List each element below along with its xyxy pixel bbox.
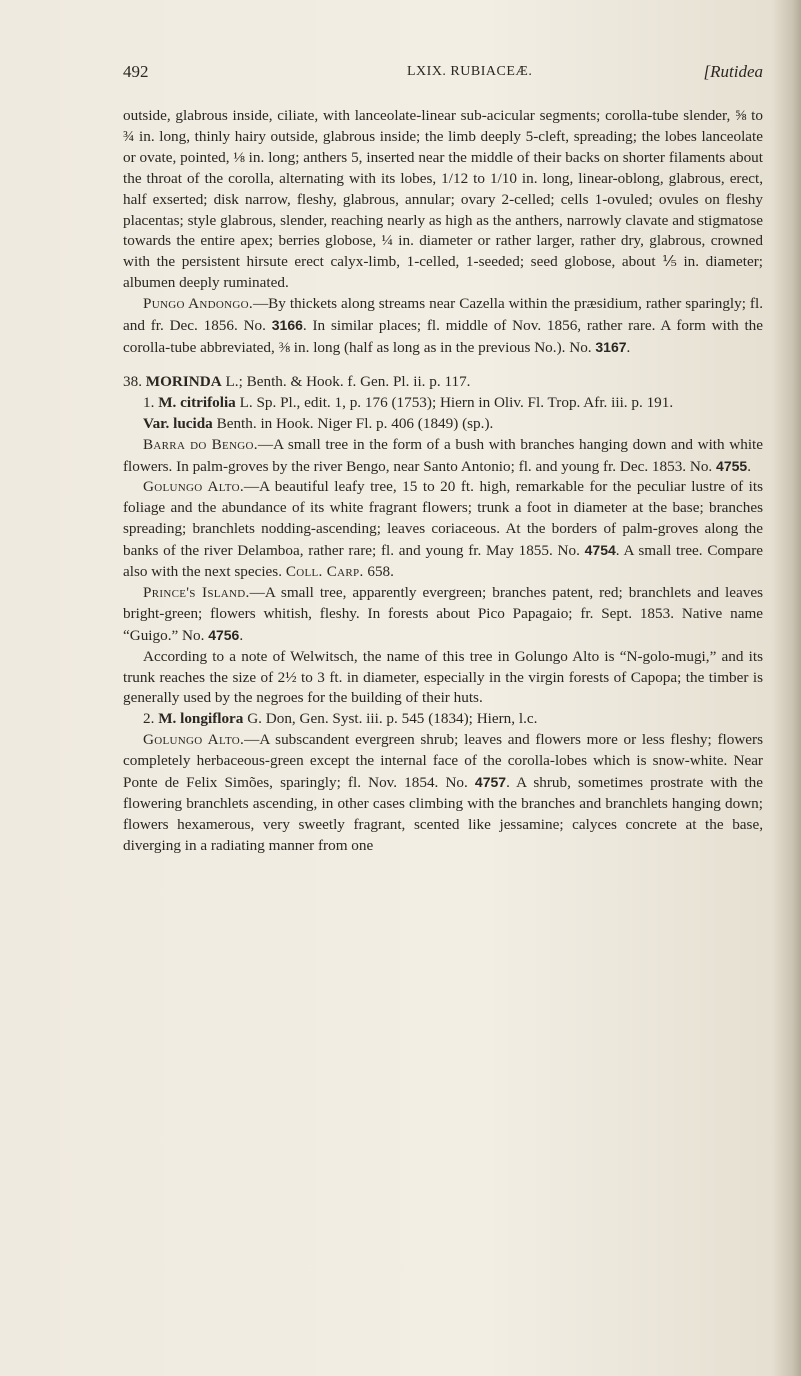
page-number: 492 xyxy=(123,62,149,81)
species-number: 2. xyxy=(143,710,155,728)
genus-number: 38. xyxy=(123,372,142,390)
specimen-number: 4756 xyxy=(208,626,240,643)
genus-name: MORINDA xyxy=(145,372,222,390)
description-continued: outside, glabrous inside, ciliate, with lanceolate-linear sub-acicular segments; corolla-tube slender, ⅝ to ¾ in. long, thinly hairy outside, glabrous inside; the limb deeply 5-cleft, spreading; the lobes lanceolate or ovate, pointed, ⅛ in. long; anthers 5, inserted near the middle of their backs on shorter filaments about the throat of the corolla, alternating with its lobes, 1/12 to 1/10 in. long, linear-oblong, glabrous, erect, half exserted; disk narrow, fleshy, glabrous, annular; ovary 2-celled; cells 1-ovuled; ovules on fleshy placentas; style glabrous, slender, reaching nearly as high as the anthers, narrowly clavate and stigmatose towards the entire apex; berries globose, ¼ in. diameter or rather larger, rather dry, glabrous, crowned with the persistent hirsute erect calyx-limb, 1-celled, 1-seeded; seed globose, about ⅕ in. diameter; albumen deeply ruminated. xyxy=(123,107,763,292)
species-citation: G. Don, Gen. Syst. iii. p. 545 (1834); Hiern, l.c. xyxy=(243,710,538,728)
collection-ref: Coll. Carp. xyxy=(285,563,364,581)
locality-text: —A beautiful leafy tree, 15 to 20 ft. high, remarkable for the peculiar lustre of its foliage and the abundance of its white fragrant flowers; trunk a foot in diameter at the base; branches spreading; branchlets nodding-ascending; leaves coriaceous. At the borders of palm-groves along the banks of the river Delamboa, rather rare; fl. and young fr. May 1855. No. xyxy=(123,478,764,560)
locality-text: —A subscandent evergreen shrub; leaves and flowers more or less fleshy; flowers completely herbaceous-green except the internal face of the corolla-lobes which is snow-white. Near Ponte de Felix Simões, sparingly; fl. Nov. 1854. No. xyxy=(123,731,764,792)
species-heading-longiflora xyxy=(123,709,763,730)
genus-heading xyxy=(123,372,763,393)
variety-citation: Benth. in Hook. Niger Fl. p. 406 (1849) (sp.). xyxy=(212,414,494,432)
locality-name: Prince's Island. xyxy=(143,583,250,601)
page-body xyxy=(123,106,763,857)
locality-name: Pungo Andongo. xyxy=(143,295,253,313)
locality-golungo-alto-2 xyxy=(123,730,763,856)
species-name: M. longiflora xyxy=(158,710,244,728)
section-tag: [Rutidea xyxy=(703,62,763,81)
locality-text: . A shrub, sometimes prostrate with the flowering branchlets ascending, in other cases climbing with the branches and branchlets hanging down; flowers hexamerous, very sweetly fragrant, scented like jessamine; calyces concrete at the base, diverging in a radiating manner from one xyxy=(123,774,763,854)
locality-text: 658. xyxy=(363,563,394,581)
page-header xyxy=(123,62,763,86)
locality-name: Barra do Bengo. xyxy=(143,435,258,453)
genus-citation: L.; Benth. & Hook. f. Gen. Pl. ii. p. 117. xyxy=(221,372,471,390)
species-citation: L. Sp. Pl., edit. 1, p. 176 (1753); Hiern in Oliv. Fl. Trop. Afr. iii. p. 191. xyxy=(235,393,674,411)
specimen-number: 4757 xyxy=(474,774,507,791)
specimen-number: 3166 xyxy=(271,317,303,334)
specimen-number: 4754 xyxy=(584,542,616,559)
specimen-number: 4755 xyxy=(716,457,748,474)
species-name: M. citrifolia xyxy=(158,393,236,411)
running-head: LXIX. RUBIACEÆ. xyxy=(407,64,533,79)
locality-pungo-andongo: Pungo Andongo.—By thickets along streams near Cazella within the præsidium, rather sparingly; fl. and fr. Dec. 1856. No. 3166. In similar places; fl. middle of Nov. 1856, rather rare. A form with the corolla-tube abbreviated, ⅜ in. long (half as long as in the previous No.). No. 3167. xyxy=(123,295,764,356)
locality-name: Golungo Alto. xyxy=(143,731,245,749)
locality-name: Golungo Alto. xyxy=(143,478,244,496)
variety-name: Var. lucida xyxy=(143,414,213,432)
species-number: 1. xyxy=(143,393,155,411)
specimen-number: 3167 xyxy=(595,338,627,355)
page-edge-shadow xyxy=(773,0,801,1376)
locality-text: . A small tree. Compare also with the next species. xyxy=(123,542,764,581)
species-heading-citrifolia xyxy=(123,393,763,414)
locality-text: —A small tree in the form of a bush with branches hanging down and with white flowers. In palm-groves by the river Bengo, near Santo Antonio; fl. and young fr. Dec. 1853. No. xyxy=(123,435,763,475)
locality-text: —A small tree, apparently evergreen; branches patent, red; branchlets and leaves bright-green; flowers whitish, fleshy. In forests about Pico Papagaio; fr. Sept. 1853. Native name “Guigo.” No. xyxy=(123,583,764,644)
locality-text: —By thickets along streams near Cazella within the præsidium, rather sparingly; fl. and fr. Dec. 1856. No. xyxy=(123,295,764,335)
locality-princes-island: Prince's Island.—A small tree, apparently evergreen; branches patent, red; branchlets and leaves bright-green; flowers whitish, fleshy. In forests about Pico Papagaio; fr. Sept. 1853. Native name “Guigo.” No. 4756. xyxy=(123,583,764,644)
locality-text: . In similar places; fl. middle of Nov. 1856, rather rare. A form with the corolla-tube abbreviated, ⅜ in. long (half as long as in the previous No.). No. xyxy=(123,317,764,356)
welwitsch-note: According to a note of Welwitsch, the name of this tree in Golungo Alto is “N-golo-mugi,” and its trunk reaches the size of 2½ to 3 ft. in diameter, especially in the virgin forests of Capopa; the timber is generally used by the negroes for the building of their huts. xyxy=(123,647,763,707)
variety-heading xyxy=(123,414,763,435)
locality-barra-do-bengo: Barra do Bengo.—A small tree in the form of a bush with branches hanging down and with white flowers. In palm-groves by the river Bengo, near Santo Antonio; fl. and young fr. Dec. 1853. No. 4755. xyxy=(123,435,763,475)
locality-golungo-alto xyxy=(123,477,763,583)
